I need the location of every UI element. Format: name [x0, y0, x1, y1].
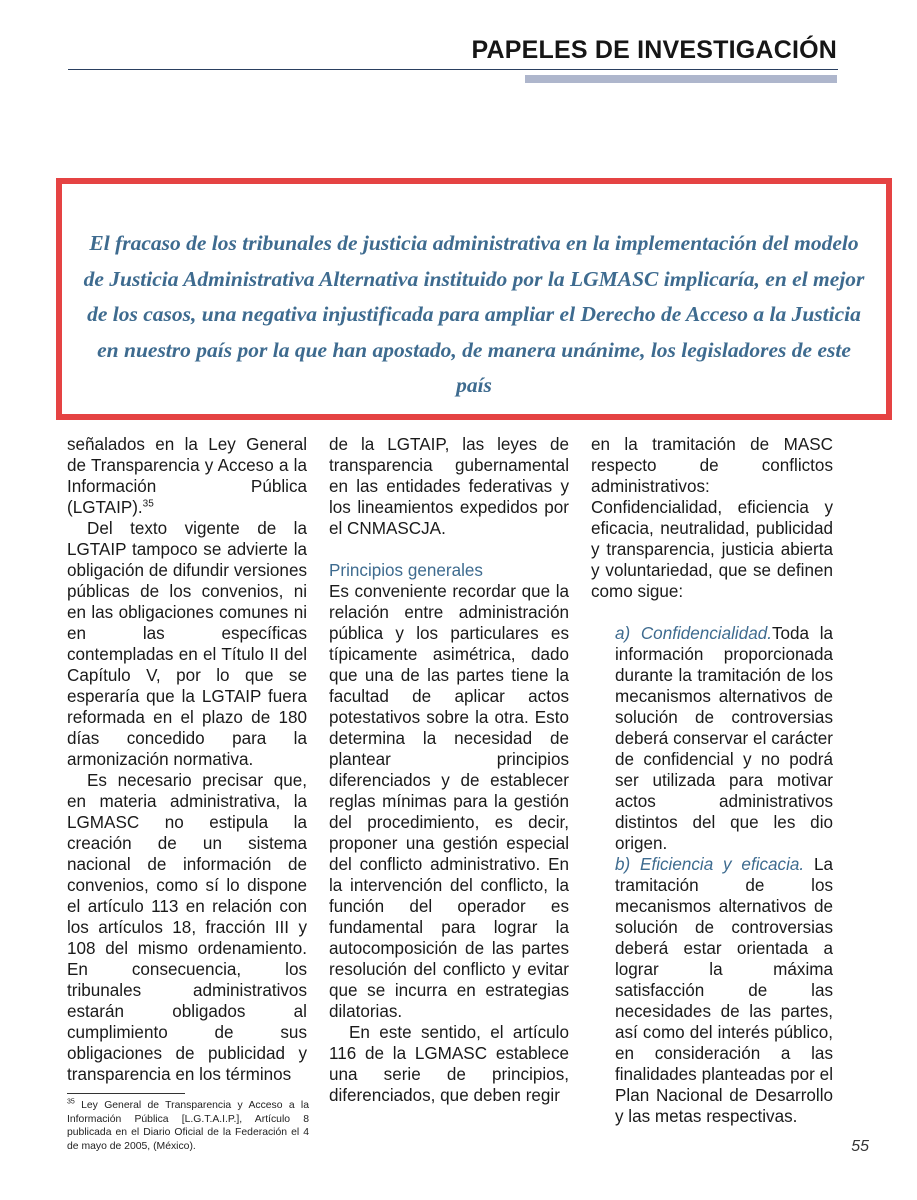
section-title: PAPELES DE INVESTIGACIÓN: [471, 36, 837, 64]
text-column-1: [67, 434, 307, 1085]
header-rule: [68, 69, 838, 70]
footnote-ref: 35: [142, 498, 154, 510]
paragraph: en la tramitación de MASC respecto de conflictos administrativos: Confidencialidad, eficiencia y eficacia, neutralidad, publicidad y transparencia, justicia abierta y voluntariedad, que se definen como sigue:: [591, 435, 833, 601]
footnote-text: Ley General de Transparencia y Acceso a la Información Pública [L.G.T.A.I.P.], Artículo 8 publicada en el Diario Oficial de la Federación el 4 de mayo de 2005, (México).: [67, 1100, 310, 1152]
section-subheading: Principios generales: [329, 561, 483, 580]
paragraph-text: señalados en la Ley General de Transparencia y Acceso a la Información Pública (LGTAIP).: [67, 435, 307, 517]
paragraph: de la LGTAIP, las leyes de transparencia gubernamental en las entidades federativas y los lineamientos expedidos por el CNMASCJA.: [329, 435, 569, 538]
paragraph: Es conveniente recordar que la relación entre administración pública y los particulares es típicamente asimétrica, dado que una de las partes tiene la facultad de aplicar actos potestativos sobre la otra. Esto determina la necesidad de plantear principios diferenciados y de establecer reglas mínimas para la gestión del procedimiento, es decir, proponer una gestión especial del conflicto administrativo. En la intervención del conflicto, la función del operador es fundamental para lograr la autocomposición de las partes resolución del conflicto y evitar que se incurra en estrategias dilatorias.: [329, 582, 569, 1021]
header-accent-bar: [525, 75, 837, 83]
list-item-label: b) Eficiencia y eficacia.: [615, 855, 805, 874]
footnote-number: 35: [67, 1098, 75, 1106]
paragraph: [67, 434, 307, 518]
text-column-2: [329, 434, 569, 1106]
pullquote-box: [56, 178, 892, 420]
paragraph: Es necesario precisar que, en materia administrativa, la LGMASC no estipula la creación de un sistema nacional de información de convenios, como sí lo dispone el artículo 113 en relación con los artículos 18, fracción III y 108 del mismo ordenamiento. En consecuencia, los tribunales administrativos estarán obligados al cumplimiento de sus obligaciones de publicidad y transparencia en los términos: [67, 771, 307, 1084]
list-item-text: Toda la información proporcionada durante la tramitación de los mecanismos alternativos de solución de controversias deberá conservar el carácter de confidencial y no podrá ser utilizada para motivar actos administrativos distintos del que les dio origen.: [615, 624, 833, 853]
paragraph: Del texto vigente de la LGTAIP tampoco se advierte la obligación de difundir versiones públicas de los convenios, ni en las obligaciones comunes ni en las específicas contempladas en el Título II del Capítulo V, por lo que se esperaría que la LGTAIP fuera reformada en el plazo de 180 días concedido para la armonización normativa.: [67, 519, 307, 769]
footnote: [67, 1099, 309, 1153]
footnote-rule: [67, 1093, 185, 1094]
text-column-3: [591, 434, 833, 1127]
list-item-confidencialidad: [615, 623, 833, 854]
pullquote-text: El fracaso de los tribunales de justicia administrativa en la implementación del modelo de Justicia Administrativa Alternativa instituido por la LGMASC implicaría, en el mejor de los casos, una negativa injustificada para ampliar el Derecho de Acceso a la Justicia en nuestro país por la que han apostado, de manera unánime, los legisladores de este país: [83, 231, 865, 397]
page-number: 55: [851, 1138, 869, 1155]
list-item-eficiencia: [615, 854, 833, 1127]
list-item-label: a) Confidencialidad.: [615, 624, 772, 643]
paragraph: En este sentido, el artículo 116 de la LGMASC establece una serie de principios, diferenciados, que deben regir: [329, 1023, 569, 1105]
list-item-text: La tramitación de los mecanismos alternativos de solución de controversias deberá estar orientada a lograr la máxima satisfacción de las necesidades de las partes, así como del interés público, en consideración a las finalidades planteadas por el Plan Nacional de Desarrollo y las metas respectivas.: [615, 855, 833, 1126]
